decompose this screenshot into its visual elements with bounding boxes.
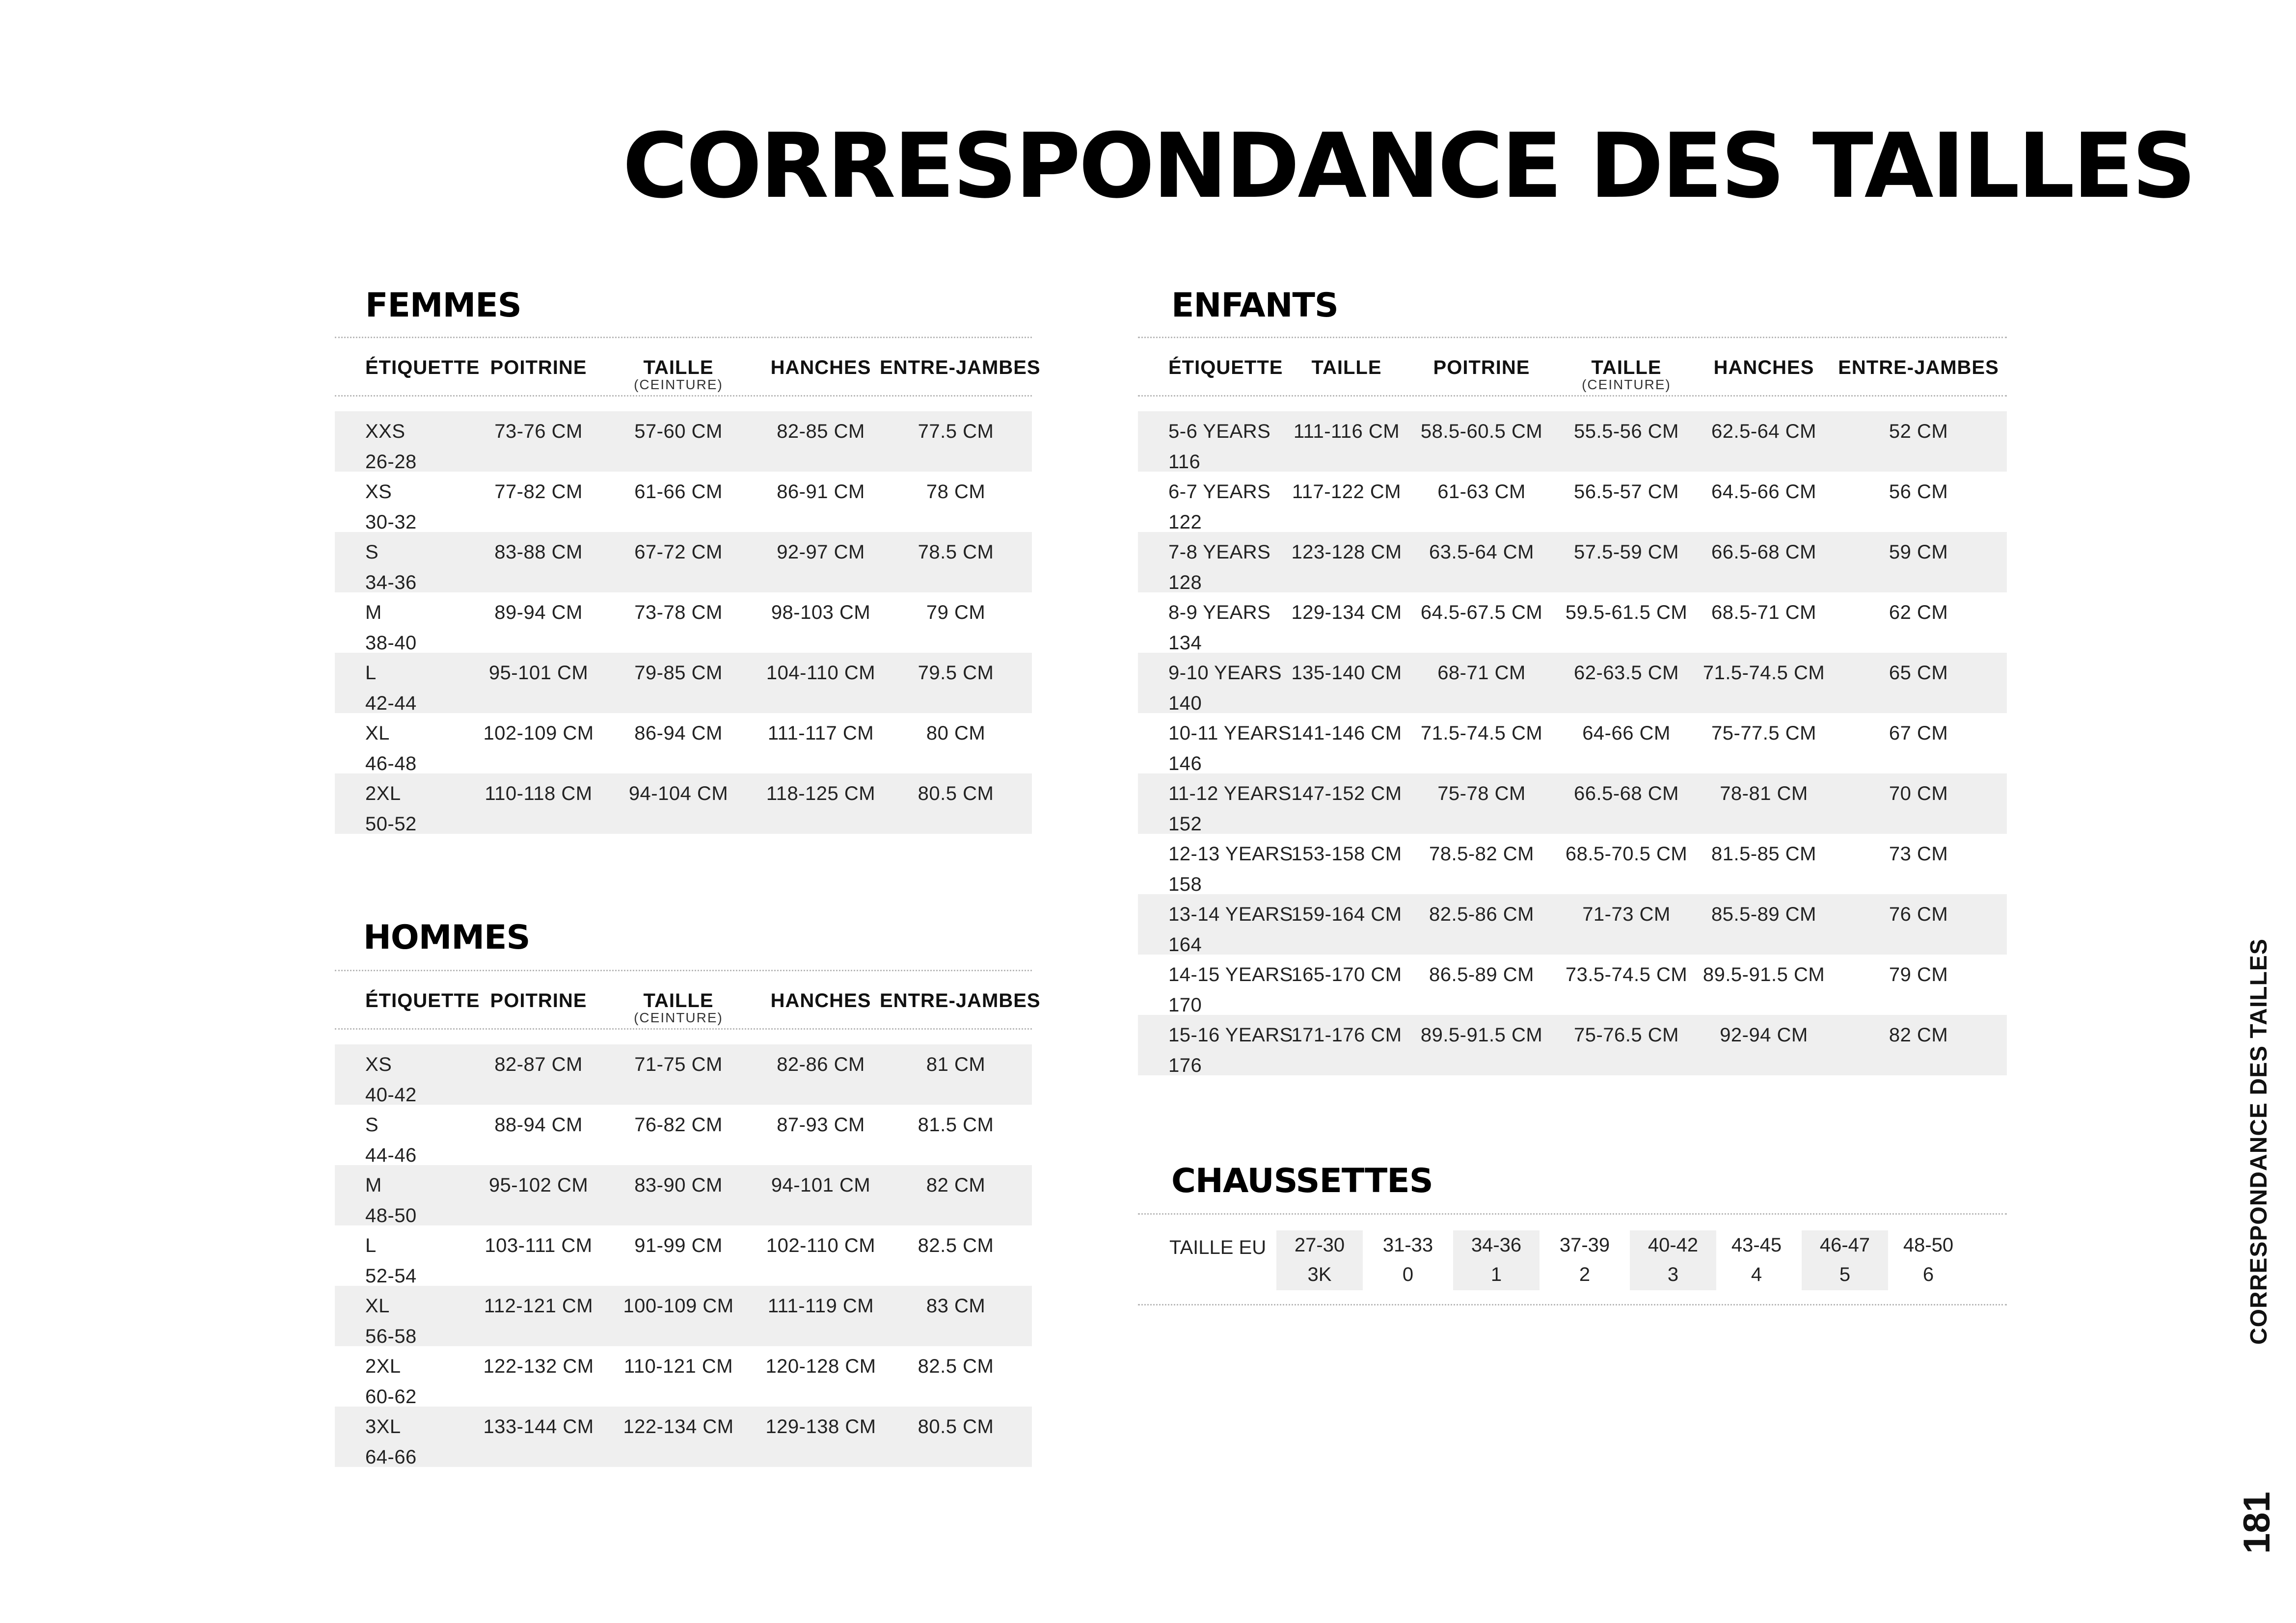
table-row: [1138, 411, 2007, 472]
table-row: [335, 773, 1032, 834]
measure-cell: 78-81 CM: [1720, 783, 1808, 804]
measure-cell: 89.5-91.5 CM: [1420, 1024, 1543, 1046]
size-label: 13-14 YEARS: [1168, 904, 1293, 925]
measure-cell: 75-77.5 CM: [1711, 722, 1816, 744]
table-row: [335, 1105, 1032, 1165]
measure-cell: 82.5-86 CM: [1429, 904, 1534, 925]
enfants-size-cell: [1138, 1015, 1293, 1076]
hommes-size-cell: [335, 1165, 482, 1225]
hommes-col-header: [762, 971, 880, 1028]
measure-cell: 78.5-82 CM: [1429, 843, 1534, 865]
hommes-header-row: [335, 970, 1041, 1030]
size-eu: 122: [1168, 511, 1202, 533]
hommes-col-header-label: HANCHES: [770, 990, 871, 1011]
femmes-size-cell: [335, 411, 482, 472]
size-label: 5-6 YEARS: [1168, 421, 1271, 442]
measure-cell: 66.5-68 CM: [1711, 541, 1816, 563]
measure-cell: 82-87 CM: [494, 1054, 583, 1075]
table-row: [1138, 592, 2007, 653]
enfants-col-header: [1285, 338, 1408, 395]
size-label: 7-8 YEARS: [1168, 541, 1271, 563]
measure-cell: 79-85 CM: [634, 662, 723, 684]
femmes-table: [335, 337, 1041, 835]
socks-eu-size: 37-39: [1559, 1234, 1610, 1256]
measure-cell: 62.5-64 CM: [1711, 421, 1816, 442]
measure-cell: 68.5-70.5 CM: [1565, 843, 1688, 865]
measure-cell: 73-78 CM: [634, 602, 723, 623]
size-eu: 26-28: [365, 451, 417, 473]
table-row: [335, 1165, 1032, 1225]
table-row: [335, 472, 1032, 532]
enfants-col-header-label: ÉTIQUETTE: [1168, 357, 1283, 378]
hommes-col-header: [595, 971, 762, 1028]
hommes-col-header-label: ÉTIQUETTE: [365, 990, 480, 1011]
measure-cell: 110-118 CM: [485, 783, 593, 804]
measure-cell: 80 CM: [926, 722, 986, 744]
table-row: [1138, 834, 2007, 894]
table-row: [335, 713, 1032, 773]
socks-code: 3K: [1307, 1264, 1332, 1285]
measure-cell: 71-73 CM: [1582, 904, 1671, 925]
measure-cell: 110-121 CM: [623, 1356, 733, 1377]
measure-cell: 103-111 CM: [485, 1235, 593, 1256]
measure-cell: 133-144 CM: [483, 1416, 594, 1437]
size-label: S: [365, 1114, 379, 1136]
socks-eu-size: 27-30: [1294, 1234, 1345, 1256]
socks-code: 6: [1922, 1264, 1934, 1285]
enfants-col-header-label: ENTRE-JAMBES: [1838, 357, 1999, 378]
hommes-col-header-label: ENTRE-JAMBES: [880, 990, 1041, 1011]
measure-cell: 111-117 CM: [767, 722, 874, 744]
socks-code: 2: [1579, 1264, 1591, 1285]
femmes-col-header-sub: (CEINTURE): [634, 377, 723, 392]
size-eu: 146: [1168, 753, 1202, 774]
measure-cell: 111-116 CM: [1293, 421, 1400, 442]
table-row: [335, 532, 1032, 592]
enfants-col-header-label: POITRINE: [1433, 357, 1530, 378]
measure-cell: 67-72 CM: [634, 541, 723, 563]
size-label: L: [365, 662, 377, 684]
femmes-size-cell: [335, 713, 482, 773]
table-row: [335, 1044, 1032, 1105]
measure-cell: 87-93 CM: [777, 1114, 865, 1136]
measure-cell: 86-94 CM: [634, 722, 723, 744]
measure-cell: 123-128 CM: [1291, 541, 1402, 563]
measure-cell: 68.5-71 CM: [1711, 602, 1816, 623]
enfants-size-cell: [1138, 592, 1285, 653]
measure-cell: 59.5-61.5 CM: [1565, 602, 1688, 623]
page-title: CORRESPONDANCE DES TAILLES: [622, 114, 2194, 218]
measure-cell: 159-164 CM: [1291, 904, 1402, 925]
table-row: [335, 411, 1032, 472]
socks-code: 1: [1490, 1264, 1502, 1285]
measure-cell: 64-66 CM: [1582, 722, 1671, 744]
size-eu: 52-54: [365, 1265, 417, 1287]
hommes-table-body: [335, 1044, 1032, 1467]
measure-cell: 81.5-85 CM: [1711, 843, 1816, 865]
table-row: [1138, 472, 2007, 532]
measure-cell: 75-76.5 CM: [1574, 1024, 1679, 1046]
measure-cell: 171-176 CM: [1291, 1024, 1402, 1046]
enfants-size-cell: [1138, 653, 1285, 713]
measure-cell: 73-76 CM: [494, 421, 583, 442]
femmes-col-header: [880, 338, 1041, 395]
measure-cell: 62-63.5 CM: [1574, 662, 1679, 684]
hommes-col-header: [880, 971, 1041, 1028]
table-row: [1138, 1015, 2007, 1075]
enfants-col-header: [1138, 338, 1285, 395]
femmes-col-header: [762, 338, 880, 395]
measure-cell: 82 CM: [926, 1174, 986, 1196]
size-eu: 44-46: [365, 1144, 417, 1166]
enfants-col-header-label: TAILLE: [1311, 357, 1382, 378]
measure-cell: 89-94 CM: [494, 602, 583, 623]
socks-size-column: [1630, 1230, 1716, 1290]
measure-cell: 102-110 CM: [766, 1235, 876, 1256]
measure-cell: 95-101 CM: [488, 662, 589, 684]
socks-size-column: [1453, 1230, 1540, 1290]
size-eu: 60-62: [365, 1386, 417, 1408]
enfants-title: ENFANTS: [1171, 286, 1338, 325]
enfants-col-header: [1408, 338, 1555, 395]
socks-code: 5: [1839, 1264, 1851, 1285]
measure-cell: 56.5-57 CM: [1574, 481, 1679, 503]
size-label: 10-11 YEARS: [1168, 722, 1292, 744]
measure-cell: 82-86 CM: [777, 1054, 865, 1075]
measure-cell: 95-102 CM: [488, 1174, 589, 1196]
size-eu: 50-52: [365, 813, 417, 835]
socks-eu-size: 48-50: [1903, 1234, 1954, 1256]
enfants-col-header-sub: (CEINTURE): [1582, 377, 1671, 392]
measure-cell: 112-121 CM: [484, 1295, 594, 1317]
measure-cell: 117-122 CM: [1292, 481, 1402, 503]
enfants-size-cell: [1138, 411, 1285, 472]
size-eu: 140: [1168, 692, 1202, 714]
femmes-col-header-label: ÉTIQUETTE: [365, 357, 480, 378]
femmes-col-header-label: ENTRE-JAMBES: [880, 357, 1041, 378]
measure-cell: 122-134 CM: [623, 1416, 734, 1437]
femmes-header-row: [335, 337, 1041, 397]
size-eu: 128: [1168, 572, 1202, 593]
femmes-col-header: [335, 338, 482, 395]
size-label: 9-10 YEARS: [1168, 662, 1282, 684]
size-eu: 134: [1168, 632, 1202, 654]
table-row: [1138, 955, 2007, 1015]
measure-cell: 76-82 CM: [634, 1114, 723, 1136]
measure-cell: 82.5 CM: [918, 1356, 994, 1377]
measure-cell: 58.5-60.5 CM: [1420, 421, 1543, 442]
table-row: [1138, 773, 2007, 834]
measure-cell: 86-91 CM: [777, 481, 865, 503]
socks-code: 4: [1751, 1264, 1762, 1285]
femmes-size-cell: [335, 532, 482, 592]
measure-cell: 64.5-66 CM: [1711, 481, 1816, 503]
measure-cell: 78.5 CM: [918, 541, 994, 563]
measure-cell: 104-110 CM: [766, 662, 876, 684]
size-label: L: [365, 1235, 377, 1256]
size-label: M: [365, 1174, 382, 1196]
measure-cell: 129-138 CM: [765, 1416, 876, 1437]
hommes-col-header-label: POITRINE: [490, 990, 587, 1011]
measure-cell: 120-128 CM: [765, 1356, 876, 1377]
size-eu: 38-40: [365, 632, 417, 654]
measure-cell: 89.5-91.5 CM: [1702, 964, 1825, 985]
size-label: 15-16 YEARS: [1168, 1024, 1293, 1046]
measure-cell: 122-132 CM: [483, 1356, 594, 1377]
measure-cell: 100-109 CM: [623, 1295, 734, 1317]
measure-cell: 64.5-67.5 CM: [1420, 602, 1543, 623]
chaussettes-title: CHAUSSETTES: [1171, 1162, 1433, 1200]
hommes-size-cell: [335, 1044, 482, 1105]
table-row: [335, 1407, 1032, 1467]
measure-cell: 82 CM: [1889, 1024, 1948, 1046]
measure-cell: 82-85 CM: [777, 421, 865, 442]
socks-label: TAILLE EU: [1169, 1237, 1267, 1258]
size-label: XXS: [365, 421, 405, 442]
size-label: XL: [365, 722, 390, 744]
measure-cell: 80.5 CM: [918, 783, 994, 804]
enfants-size-cell: [1138, 773, 1292, 835]
measure-cell: 81 CM: [926, 1054, 986, 1075]
size-label: 12-13 YEARS: [1168, 843, 1293, 865]
measure-cell: 78 CM: [926, 481, 986, 503]
femmes-col-header: [595, 338, 762, 395]
size-eu: 46-48: [365, 753, 417, 774]
enfants-size-cell: [1138, 532, 1285, 592]
measure-cell: 118-125 CM: [766, 783, 876, 804]
measure-cell: 56 CM: [1889, 481, 1948, 503]
hommes-table: [335, 970, 1041, 1468]
measure-cell: 81.5 CM: [918, 1114, 994, 1136]
measure-cell: 79 CM: [1889, 964, 1948, 985]
size-eu: 40-42: [365, 1084, 417, 1106]
table-row: [335, 1346, 1032, 1407]
measure-cell: 153-158 CM: [1291, 843, 1402, 865]
size-label: M: [365, 602, 382, 623]
hommes-size-cell: [335, 1105, 482, 1165]
size-eu: 116: [1168, 451, 1201, 473]
size-eu: 48-50: [365, 1205, 417, 1226]
table-row: [335, 592, 1032, 653]
measure-cell: 77.5 CM: [918, 421, 994, 442]
measure-cell: 71-75 CM: [634, 1054, 723, 1075]
socks-size-table: [1138, 1213, 2007, 1305]
femmes-title: FEMMES: [365, 286, 521, 325]
enfants-table: [1138, 337, 2007, 1075]
size-label: 8-9 YEARS: [1168, 602, 1271, 623]
femmes-col-header: [482, 338, 595, 395]
measure-cell: 59 CM: [1889, 541, 1948, 563]
socks-code: 3: [1667, 1264, 1679, 1285]
measure-cell: 73 CM: [1889, 843, 1948, 865]
measure-cell: 57-60 CM: [634, 421, 723, 442]
size-eu: 152: [1168, 813, 1202, 835]
enfants-size-cell: [1138, 472, 1285, 532]
measure-cell: 83-88 CM: [494, 541, 583, 563]
socks-size-column: [1885, 1230, 1972, 1290]
measure-cell: 70 CM: [1889, 783, 1948, 804]
side-section-label: CORRESPONDANCE DES TAILLES: [2246, 938, 2272, 1345]
socks-size-column: [1276, 1230, 1363, 1290]
enfants-col-header: [1830, 338, 2007, 395]
enfants-col-header-label: TAILLE: [1591, 357, 1662, 378]
socks-code: 0: [1402, 1264, 1414, 1285]
measure-cell: 83-90 CM: [634, 1174, 723, 1196]
measure-cell: 80.5 CM: [918, 1416, 994, 1437]
size-eu: 170: [1168, 994, 1202, 1016]
size-label: 3XL: [365, 1416, 401, 1437]
measure-cell: 129-134 CM: [1291, 602, 1402, 623]
size-label: XL: [365, 1295, 390, 1317]
hommes-col-header: [482, 971, 595, 1028]
socks-eu-size: 34-36: [1471, 1234, 1522, 1256]
size-label: XS: [365, 481, 392, 503]
size-label: XS: [365, 1054, 392, 1075]
measure-cell: 147-152 CM: [1291, 783, 1402, 804]
measure-cell: 94-104 CM: [628, 783, 729, 804]
measure-cell: 79 CM: [926, 602, 986, 623]
enfants-col-header-label: HANCHES: [1713, 357, 1814, 378]
femmes-col-header-label: TAILLE: [643, 357, 714, 378]
measure-cell: 92-94 CM: [1720, 1024, 1808, 1046]
table-row: [1138, 894, 2007, 955]
measure-cell: 55.5-56 CM: [1574, 421, 1679, 442]
socks-eu-size: 40-42: [1648, 1234, 1699, 1256]
measure-cell: 52 CM: [1889, 421, 1948, 442]
socks-size-column: [1802, 1230, 1888, 1290]
enfants-size-cell: [1138, 713, 1292, 774]
measure-cell: 73.5-74.5 CM: [1565, 964, 1688, 985]
measure-cell: 68-71 CM: [1437, 662, 1526, 684]
enfants-size-cell: [1138, 955, 1293, 1016]
size-eu: 158: [1168, 874, 1202, 895]
femmes-size-cell: [335, 653, 482, 713]
socks-size-column: [1541, 1230, 1628, 1290]
measure-cell: 165-170 CM: [1291, 964, 1402, 985]
socks-size-column: [1713, 1230, 1800, 1290]
measure-cell: 57.5-59 CM: [1574, 541, 1679, 563]
measure-cell: 102-109 CM: [483, 722, 594, 744]
hommes-size-cell: [335, 1286, 482, 1346]
size-eu: 176: [1168, 1055, 1202, 1076]
measure-cell: 79.5 CM: [918, 662, 994, 684]
enfants-col-header: [1698, 338, 1830, 395]
table-row: [335, 653, 1032, 713]
measure-cell: 71.5-74.5 CM: [1420, 722, 1543, 744]
hommes-size-cell: [335, 1225, 482, 1286]
table-row: [1138, 532, 2007, 592]
measure-cell: 67 CM: [1889, 722, 1948, 744]
size-label: 14-15 YEARS: [1168, 964, 1293, 985]
table-row: [1138, 653, 2007, 713]
measure-cell: 98-103 CM: [771, 602, 871, 623]
measure-cell: 61-63 CM: [1437, 481, 1526, 503]
femmes-col-header-label: HANCHES: [770, 357, 871, 378]
measure-cell: 91-99 CM: [634, 1235, 723, 1256]
hommes-col-header: [335, 971, 482, 1028]
measure-cell: 66.5-68 CM: [1574, 783, 1679, 804]
femmes-col-header-label: POITRINE: [490, 357, 587, 378]
measure-cell: 65 CM: [1889, 662, 1948, 684]
measure-cell: 94-101 CM: [771, 1174, 871, 1196]
hommes-size-cell: [335, 1407, 482, 1467]
size-label: 2XL: [365, 1356, 401, 1377]
enfants-size-cell: [1138, 834, 1293, 895]
size-label: 11-12 YEARS: [1168, 783, 1292, 804]
measure-cell: 63.5-64 CM: [1429, 541, 1534, 563]
measure-cell: 76 CM: [1889, 904, 1948, 925]
measure-cell: 75-78 CM: [1437, 783, 1526, 804]
table-row: [1138, 713, 2007, 773]
hommes-title: HOMMES: [363, 918, 530, 957]
hommes-size-cell: [335, 1346, 482, 1407]
hommes-col-header-label: TAILLE: [643, 990, 714, 1011]
enfants-col-header: [1555, 338, 1698, 395]
measure-cell: 88-94 CM: [494, 1114, 583, 1136]
table-row: [335, 1225, 1032, 1286]
measure-cell: 92-97 CM: [777, 541, 865, 563]
measure-cell: 61-66 CM: [634, 481, 723, 503]
measure-cell: 83 CM: [926, 1295, 986, 1317]
hommes-col-header-sub: (CEINTURE): [634, 1010, 723, 1025]
size-eu: 64-66: [365, 1446, 417, 1468]
femmes-table-body: [335, 411, 1032, 834]
measure-cell: 71.5-74.5 CM: [1702, 662, 1825, 684]
measure-cell: 85.5-89 CM: [1711, 904, 1816, 925]
measure-cell: 86.5-89 CM: [1429, 964, 1534, 985]
size-eu: 56-58: [365, 1326, 417, 1347]
socks-size-column: [1365, 1230, 1451, 1290]
page-number: 181: [2236, 1491, 2278, 1554]
size-eu: 164: [1168, 934, 1202, 956]
size-label: 2XL: [365, 783, 401, 804]
size-label: 6-7 YEARS: [1168, 481, 1271, 503]
enfants-header-row: [1138, 337, 2007, 397]
size-eu: 42-44: [365, 692, 417, 714]
size-eu: 30-32: [365, 511, 417, 533]
socks-eu-size: 43-45: [1731, 1234, 1782, 1256]
measure-cell: 111-119 CM: [767, 1295, 874, 1317]
measure-cell: 62 CM: [1889, 602, 1948, 623]
table-row: [335, 1286, 1032, 1346]
measure-cell: 77-82 CM: [494, 481, 583, 503]
femmes-size-cell: [335, 592, 482, 653]
femmes-size-cell: [335, 472, 482, 532]
measure-cell: 141-146 CM: [1291, 722, 1402, 744]
socks-eu-size: 31-33: [1382, 1234, 1433, 1256]
enfants-table-body: [1138, 411, 2007, 1075]
size-label: S: [365, 541, 379, 563]
enfants-size-cell: [1138, 894, 1293, 956]
measure-cell: 82.5 CM: [918, 1235, 994, 1256]
socks-eu-size: 46-47: [1819, 1234, 1870, 1256]
measure-cell: 135-140 CM: [1291, 662, 1402, 684]
femmes-size-cell: [335, 773, 482, 834]
size-eu: 34-36: [365, 572, 417, 593]
